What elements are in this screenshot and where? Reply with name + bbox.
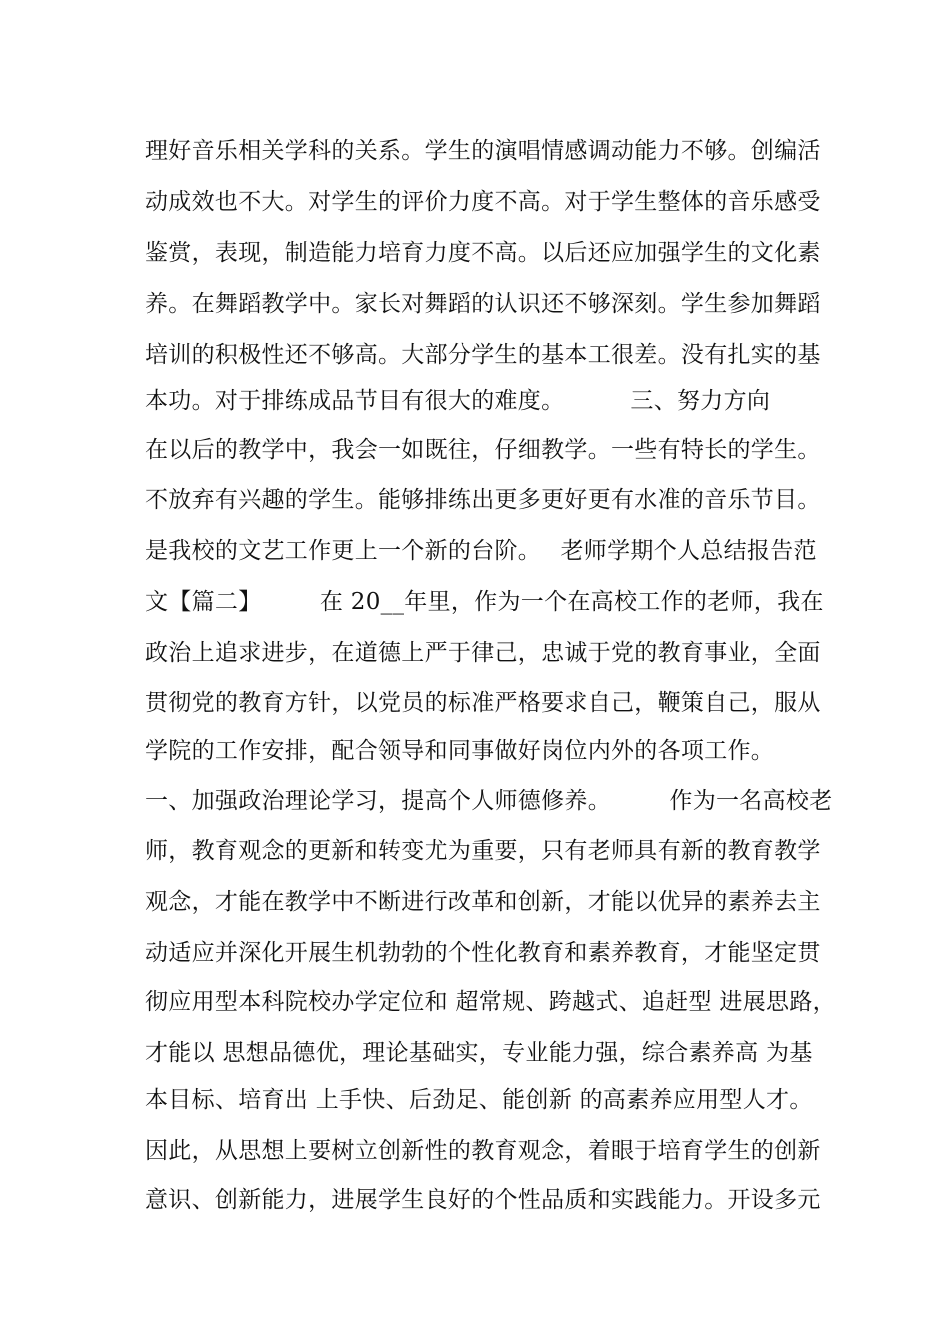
text-line: 本目标、培育出 上手快、后劲足、能创新 的高素养应用型人才。 (145, 1087, 813, 1113)
text-line: 师，教育观念的更新和转变尤为重要，只有老师具有新的教育教学 (145, 838, 821, 864)
text-line: 养。在舞蹈教学中。家长对舞蹈的认识还不够深刻。学生参加舞蹈 (145, 291, 821, 317)
text-line: 一、加强政治理论学习，提高个人师德修养。 作为一名高校老 (145, 788, 833, 814)
text-line: 文【篇二】 在 20__年里，作为一个在高校工作的老师，我在 (145, 589, 824, 615)
text-line: 鉴赏，表现，制造能力培育力度不高。以后还应加强学生的文化素 (145, 240, 821, 266)
text-line: 观念，才能在教学中不断进行改革和创新，才能以优异的素养去主 (145, 889, 821, 915)
text-line: 贯彻党的教育方针，以党员的标准严格要求自己，鞭策自己，服从 (145, 690, 821, 716)
text-line: 理好音乐相关学科的关系。学生的演唱情感调动能力不够。创编活 (145, 138, 821, 164)
text-line: 是我校的文艺工作更上一个新的台阶。 老师学期个人总结报告范 (145, 538, 817, 564)
text-line: 在以后的教学中，我会一如既往，仔细教学。一些有特长的学生。 (145, 437, 821, 463)
text-line: 动成效也不大。对学生的评价力度不高。对于学生整体的音乐感受 (145, 189, 821, 215)
text-line: 意识、创新能力，进展学生良好的个性品质和实践能力。开设多元 (145, 1187, 821, 1213)
text-line: 彻应用型本科院校办学定位和 超常规、跨越式、追赶型 进展思路， (145, 989, 836, 1015)
text-line: 学院的工作安排，配合领导和同事做好岗位内外的各项工作。 (145, 738, 775, 764)
text-line: 因此，从思想上要树立创新性的教育观念，着眼于培育学生的创新 (145, 1138, 821, 1164)
text-line: 不放弃有兴趣的学生。能够排练出更多更好更有水准的音乐节目。 (145, 487, 821, 513)
text-line: 培训的积极性还不够高。大部分学生的基本工很差。没有扎实的基 (145, 342, 821, 368)
text-line: 本功。对于排练成品节目有很大的难度。 三、努力方向 (145, 388, 771, 414)
text-line: 动适应并深化开展生机勃勃的个性化教育和素养教育，才能坚定贯 (145, 940, 821, 966)
text-line: 政治上追求进步，在道德上严于律己，忠诚于党的教育事业，全面 (145, 640, 821, 666)
text-line: 才能以 思想品德优，理论基础实，专业能力强，综合素养高 为基 (145, 1040, 813, 1066)
